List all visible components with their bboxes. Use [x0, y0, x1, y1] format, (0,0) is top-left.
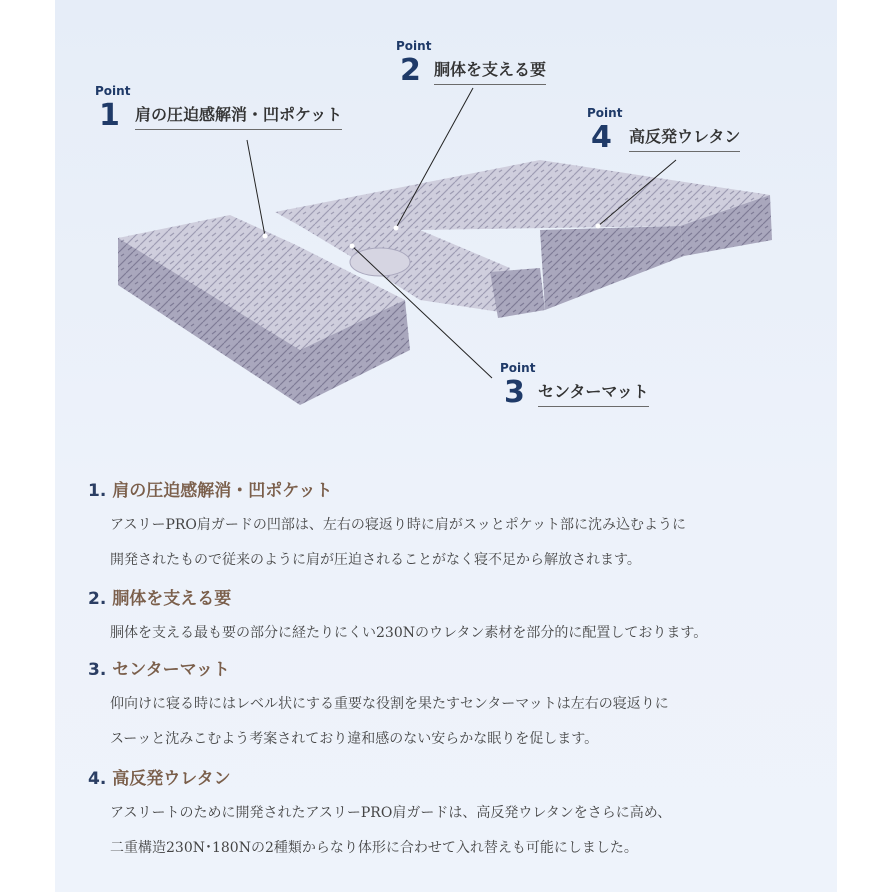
section-line: 胴体を支える最も要の部分に経たりにくい230Nのウレタン素材を部分的に配置しております。	[110, 625, 708, 641]
section-line: アスリートのために開発されたアスリーPRO肩ガードは、高反発ウレタンをさらに高め、	[110, 805, 672, 821]
pointer-dot-1	[263, 234, 268, 239]
center-block-front	[490, 268, 545, 318]
point-title: 肩の圧迫感解消・凹ポケット	[135, 102, 342, 130]
point-number: 3	[504, 375, 525, 410]
point-number: 1	[99, 98, 120, 133]
pointer-line-1	[247, 140, 265, 236]
section-title: 高反発ウレタン	[112, 769, 231, 789]
section-title: 肩の圧迫感解消・凹ポケット	[112, 481, 333, 501]
section-heading	[88, 476, 686, 501]
point-word: Point	[95, 84, 131, 98]
section-line: 仰向けに寝る時にはレベル状にする重要な役割を果たすセンターマットは左右の寝返りに	[110, 696, 669, 712]
point-title: センターマット	[538, 379, 649, 407]
section-number: 2.	[88, 589, 107, 609]
point-number: 2	[400, 53, 421, 88]
section-line: 二重構造230N･180Nの2種類からなり体形に合わせて入れ替えも可能にしました。	[110, 840, 638, 856]
pointer-dot-3	[350, 244, 355, 249]
main-mattress-top	[275, 160, 770, 230]
section-heading	[88, 655, 669, 680]
point-title: 高反発ウレタン	[629, 124, 740, 152]
section-title: センターマット	[112, 660, 230, 680]
section-1	[88, 476, 686, 569]
point-word: Point	[500, 361, 536, 375]
section-number: 4.	[88, 769, 107, 789]
section-heading	[88, 584, 707, 609]
section-number: 3.	[88, 660, 107, 680]
section-title: 胴体を支える要	[112, 589, 232, 609]
point-word: Point	[587, 106, 623, 120]
section-line: 開発されたもので従来のように肩が圧迫されることがなく寝不足から解放されます。	[110, 552, 641, 568]
section-3	[88, 655, 669, 748]
pointer-dot-2	[394, 226, 399, 231]
pointer-dot-4	[596, 224, 601, 229]
section-line: アスリーPRO肩ガードの凹部は、左右の寝返り時に肩がスッとポケット部に沈み込むように	[110, 517, 687, 533]
middle-section-front	[540, 226, 684, 310]
section-heading	[88, 764, 671, 789]
point-title: 胴体を支える要	[434, 57, 546, 85]
point-word: Point	[396, 39, 432, 53]
section-4	[88, 764, 671, 857]
section-line: スーッと沈みこむよう考案されており違和感のない安らかな眠りを促します。	[110, 731, 599, 747]
section-2	[88, 584, 707, 642]
point-number: 4	[591, 120, 612, 155]
section-number: 1.	[88, 481, 107, 501]
